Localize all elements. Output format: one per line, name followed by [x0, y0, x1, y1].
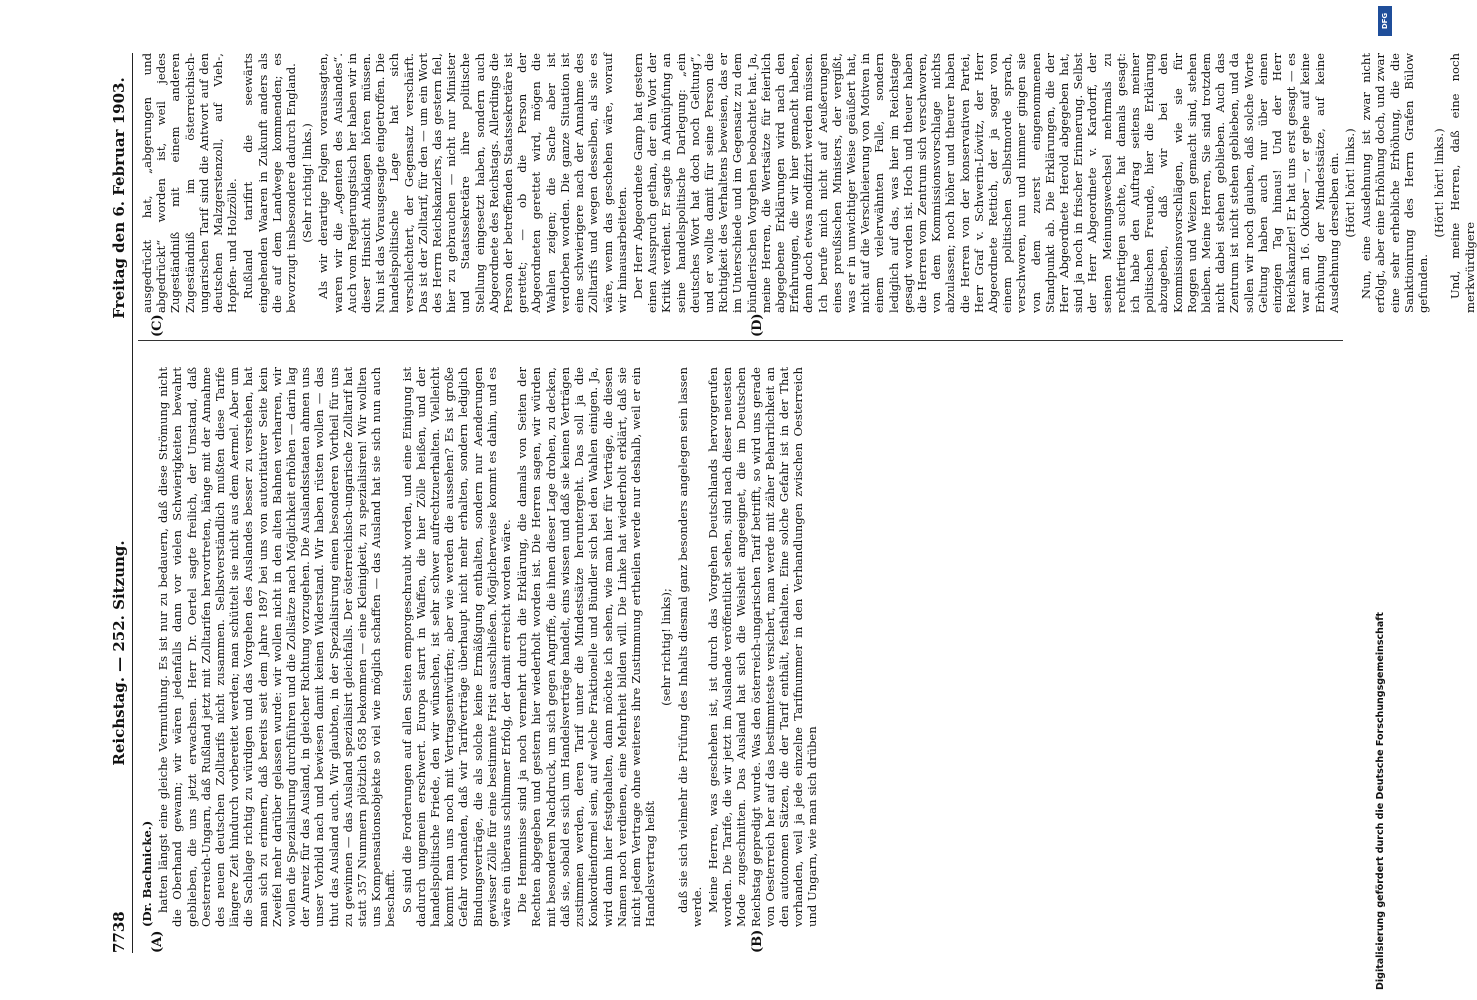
- margin-marker-a: (A): [150, 930, 165, 953]
- paragraph: Rußland tarifirt die seewärts eingehenden Waaren in Zukunft anders als die auf dem Landwege kommenden; es bevorzugt insbesondere dadurch England.: [241, 53, 299, 313]
- paragraph: hatten längst eine gleiche Vermuthung. Es ist nur zu bedauern, daß diese Strömung nicht die Oberhand gewann; wir wären jedenfalls dann vor vielen Schwierigkeiten bewahrt geblieben, die uns jetzt erwachsen. Herr Dr. Oertel sagte freilich, der Umstand, daß Oesterreich-Ungarn, daß Rußland jetzt mit Zolltarifen hervortreten, hänge mit der Annahme des neuen deutschen Zolltarifs nicht zusammen. Selbstverständlich mußten diese Tarife längere Zeit hindurch vorbereitet werden; man schüttelt sie nicht aus dem Aermel. Aber um die Sachlage richtig zu würdigen und das Vorgehen des Auslandes besser zu verstehen, hat man sich zu erinnern, daß bereits seit dem Jahre 1897 bei uns von autoritativer Seite kein Zweifel mehr darüber gelassen wurde: wir wollen nicht in den alten Bahnen verharren, wir wollen die Spezialisirung durchführen und die Zollsätze nach Möglichkeit erhöhen — darin lag der Anreiz für das Ausland, in gleicher Richtung vorzugehen. Die Auslandsstaaten ahmen uns unser Vorbild nach und bewiesen damit keinen Widerstand. Wir haben rüsten wollen — das thut das Ausland auch. Wir glaubten, in der Spezialisirung einen besonderen Vortheil für uns zu gewinnen — das Ausland spezialisirt gleichfalls. Der österreichisch-ungarische Zolltarif hat statt 357 Nummern plötzlich 658 bekommen — eine Kleinigkeit, zu spezialisiren! Wir wollten uns Kompensationsobjekte so viel wie möglich schaffen — das Ausland hat sie sich nun auch beschafft.: [156, 367, 398, 927]
- paragraph: ausgedrückt hat, „abgerungen und abgedrückt“ worden ist, weil jedes Zugeständniß mit einem anderen Zugeständniß im österreichisch-ungarischen Tarif sind die Antwort auf den deutschen Malzgerstenzoll, auf Vieh-, Hopfen- und Holzzölle.: [140, 53, 240, 313]
- right-column: [140, 53, 1477, 313]
- paragraph: Die Hemmnisse sind ja noch vermehrt durch die Erklärung, die damals von Seiten der Rechten abgegeben und gestern hier wiederholt worden ist. Die Herren sagen, wir würden mit besonderem Nachdruck, um sich gegen Angriffe, die ihnen dieser Lage drohen, zu decken, daß sie, sobald es sich um Handelsverträge handelt, eins wissen und daß sie keinen Verträgen zustimmen werden, deren Tarif unter die Mindestsätze heruntergeht. Das soll ja die Konkordienformel sein, auf welche Fraktionelle und Bündler sich bei den Wahlen einigen. Ja, wird dann hier festgehalten, dann möchte ich sehen, wie man hier für Verträge, die diesen Namen noch verdienen, eine Mehrheit bilden will. Die Linke hat wiederholt erklärt, daß sie nicht jedem Vertrage ohne weiteres ihre Zustimmung ertheilen werde nur deshalb, weil er ein Handelsvertrag heißt: [515, 367, 658, 927]
- paragraph: Der Herr Abgeordnete Gamp hat gestern einen Ausspruch gethan, der ein Wort der Kritik verdient. Er sagte in Anknüpfung an seine handelspolitische Darlegung: „ein deutsches Wort hat doch noch Geltung“, und er wollte damit für seine Person die Richtigkeit des Verhaltens beweisen, das er im Unterschiede und im Gegensatz zu dem bündlerischen Vorgehen beobachtet hat. Ja, meine Herren, die Wertsätze für feierlich abgegebene Erklärungen wird nach den Erfahrungen, die wir hier gemacht haben, denn doch etwas modifizirt werden müssen. Ich berufe mich nicht auf Aeußerungen eines preußischen Ministers, der vergißt, was er in unwichtiger Weise geäußert hat, nicht auf die Verschleierung von Motiven in einem vielerwähnten Falle, sondern lediglich auf das, was hier im Reichstage gesagt worden ist. Hoch und theuer haben die Herren vom Zentrum sich verschworen, von dem Kommissionsvorschlage nichts abzulassen; noch höher und theurer haben die Herren von der konservativen Partei, Herr Graf v. Schwerin-Löwitz, der Herr Abgeordnete Rettich, der ja sogar von einem politischen Selbstmorde sprach, verschworen, nun und nimmer gingen sie von dem zuerst eingenommenen Standpunkt ab. Die Erklärungen, die der Herr Abgeordnete Herold abgegeben hat, sind ja noch in frischer Erinnerung. Selbst der Herr Abgeordnete v. Kardorff, der seinen Meinungswechsel mehrmals zu rechtfertigen suchte, hat damals gesagt: ich habe den Auftrag seitens meiner politischen Freunde, hier die Erklärung abzugeben, daß wir bei den Kommissionsvorschlägen, wie sie für Roggen und Weizen gemacht sind, stehen bleiben. Meine Herren, Sie sind trotzdem nicht dabei stehen geblieben. Auch das Zentrum ist nicht stehen geblieben, und da sollen wir noch glauben, daß solche Worte Geltung haben auch nur über einen einzigen Tag hinaus! Und der Herr Reichskanzler! Er hat uns erst gesagt — es war am 16. Oktober —, er gehe auf keine Erhöhung der Mindestsätze, auf keine Ausdehnung derselben ein.: [630, 53, 1341, 313]
- digitization-credit: Digitalisierung gefördert durch die Deutsche Forschungsgemeinschaft: [1375, 612, 1386, 990]
- page-number: 7738: [110, 911, 128, 953]
- column-divider: [138, 340, 1343, 341]
- page-header: [110, 53, 133, 953]
- left-column: [140, 367, 1340, 927]
- margin-marker-c: (C): [150, 314, 165, 337]
- paragraph: Und, meine Herren, daß eine noch merkwürdigere: [1448, 53, 1477, 313]
- margin-marker-b: (B): [750, 929, 765, 953]
- paragraph: Als wir derartige Folgen voraussagten, waren wir die „Agenten des Auslandes“. Auch vom Regierungstisch her haben wir in dieser Hinsicht Anklagen hören müssen. Nun ist das Vorausgesagte eingetroffen. Die handelspolitische Lage hat sich verschlechtert, der Gegensatz verschärft. Das ist der Zolltarif, für den — um ein Wort des Herrn Reichskanzlers, das gestern fiel, hier zu gebrauchen — nicht nur Minister und Staatssekretäre ihre politische Stellung eingesetzt haben, sondern auch Abgeordnete des Reichstags. Allerdings die Person der betreffenden Staatssekretäre ist gerettet; — ob die Person der Abgeordneten gerettet wird, mögen die Wahlen zeigen; die Sache aber ist verdorben worden. Die ganze Situation ist eine schwierigere nach der Annahme des Zolltarifs und wegen desselben, als sie es wäre, wenn das geschehen wäre, worauf wir hinausarbeiteten.: [316, 53, 629, 313]
- dfg-logo: DFG: [1378, 6, 1392, 36]
- margin-marker-d: (D): [750, 313, 765, 337]
- speaker-reference: (Dr. Bachnicke.): [140, 820, 154, 927]
- interjection: (Sehr richtig! links.): [300, 123, 315, 243]
- interjection: (Hört! hört! links.): [1343, 128, 1358, 238]
- paragraph: Nun, eine Ausdehnung ist zwar nicht erfolgt, aber eine Erhöhung doch, und zwar eine sehr erhebliche Erhöhung, die die Sanktionirung des Herrn Grafen Bülow gefunden.: [1359, 53, 1431, 313]
- interjection: (sehr richtig! links);: [659, 588, 674, 706]
- paragraph: So sind die Forderungen auf allen Seiten emporgeschraubt worden, und eine Einigung ist dadurch ungemein erschwert. Europa starrt in Waffen, die hier Zölle heißen, und der handelspolitische Friede, den wir wünschen, ist sehr schwer aufrechtzuerhalten. Vielleicht kommt man uns noch mit Vertragsentwürfen; aber wie werden die aussehen? Es ist große Gefahr vorhanden, daß wir Tarifverträge überhaupt nicht mehr erhalten, sondern lediglich Bindungsverträge, die als solche keine Ermäßigung enthalten, sondern nur Aenderungen gewisser Zölle für eine bestimmte Frist ausschließen. Möglicherweise kommt es dahin, und es wäre ein überaus schlimmer Erfolg, der damit erreicht worden wäre.: [399, 367, 514, 927]
- paragraph: Meine Herren, was geschehen ist, ist durch das Vorgehen Deutschlands hervorgerufen worden. Die Tarife, die wir jetzt im Auslande veröffentlicht sehen, sind nach dieser neuesten Mode zugeschnitten. Das Ausland hat sich die Weisheit angeeignet, die im Deutschen Reichstag gepredigt wurde. Was den österreich-ungarischen Tarif betrifft, so wird uns gerade von Oesterreich her auf das bestimmteste versichert, man werde mit zäher Beharrlichkeit an den autonomen Sätzen, die der Tarif enthält, festhalten. Eine solche Gefahr ist in der That vorhanden, weil ja jede einzelne Tarifnummer in den Verhandlungen zwischen Oesterreich und Ungarn, wie man sich drüben: [705, 367, 820, 927]
- header-session: Reichstag. — 252. Sitzung.: [110, 540, 128, 766]
- paragraph: daß sie sich vielmehr die Prüfung des Inhalts diesmal ganz besonders angelegen sein lassen werde.: [675, 367, 704, 927]
- header-date: Freitag den 6. Februar 1903.: [110, 77, 128, 319]
- interjection: (Hört! hört! links.): [1432, 128, 1447, 238]
